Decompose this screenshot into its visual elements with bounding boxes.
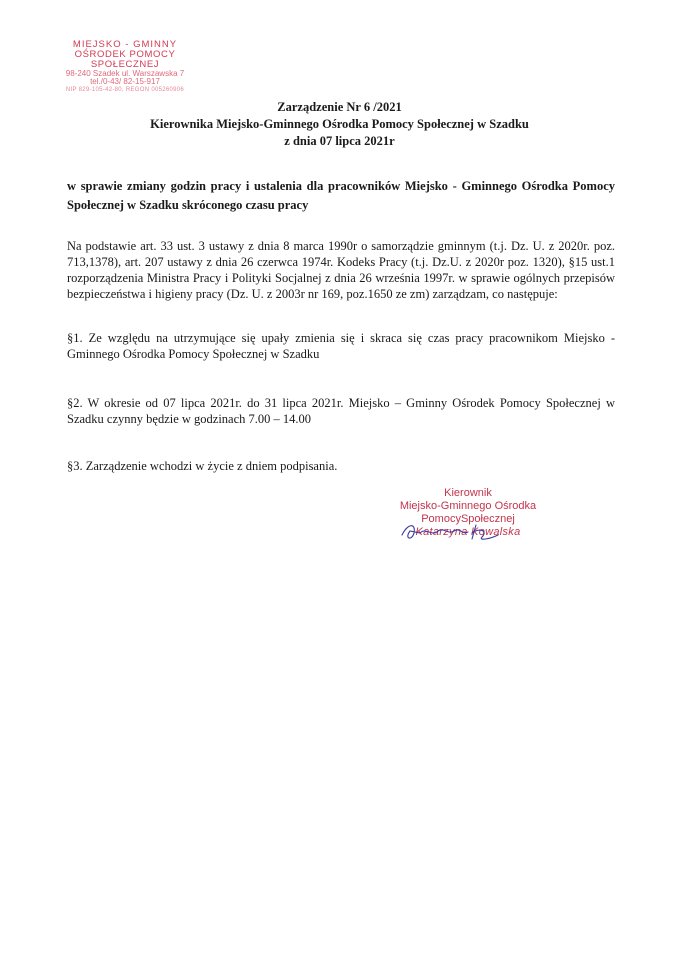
section-1-paragraph: §1. Ze względu na utrzymujące się upały zmienia się i skraca się czas pracy pracownikom Miejsko - Gminnego Ośrodka Pomocy Społecznej w Szadku [67,331,615,361]
signature-unit-2: PomocySpołecznej [421,513,515,525]
order-number: Zarządzenie Nr 6 /2021 [277,100,402,114]
document-subject: w sprawie zmiany godzin pracy i ustalenia dla pracowników Miejsko - Gminnego Ośrodka Pomocy Społecznej w Szadku skróconego czasu pracy [67,179,615,212]
stamp-line-1: MIEJSKO - GMINNY [72,39,178,50]
order-issuer: Kierownika Miejsko-Gminnego Ośrodka Pomocy Społecznej w Szadku [150,117,529,131]
stamp-line-2: OŚRODEK POMOCY SPOŁECZNEJ [74,48,176,70]
section-3-paragraph: §3. Zarządzenie wchodzi w życie z dniem podpisania. [67,459,338,473]
stamp-line-5: NIP 829-105-42-80, REGON 005260906 [65,86,185,93]
legal-basis-paragraph: Na podstawie art. 33 ust. 3 ustawy z dnia 8 marca 1990r o samorządzie gminnym (t.j. Dz. U. z 2020r. poz. 713,1378), art. 207 ustawy z dnia 26 czerwca 1974r. Kodeks Pracy (t.j. Dz.U. z 2020r poz. 1320), §15 ust.1 rozporządzenia Ministra Pracy i Polityki Socjalnej z dnia 26 września 1997r. w sprawie ogólnych przepisów bezpieczeństwa i higieny pracy (Dz. U. z 2003r nr 169, poz.1650 ze zm) zarządzam, co następuje: [67,239,615,301]
order-date: z dnia 07 lipca 2021r [284,134,395,148]
institution-stamp [40,40,210,93]
document-header [0,99,679,150]
stamp-line-3: 98-240 Szadek ul. Warszawska 7 [65,68,185,78]
handwritten-signature [398,521,508,543]
signature-unit-1: Miejsko-Gminnego Ośrodka [399,500,537,512]
section-2-paragraph: §2. W okresie od 07 lipca 2021r. do 31 lipca 2021r. Miejsko – Gminny Ośrodek Pomocy Społecznej w Szadku czynny będzie w godzinach 7.00 – 14.00 [67,396,615,426]
signature-title: Kierownik [444,487,492,499]
signature-stamp [368,487,568,539]
stamp-line-4: tel./0-43/ 82-15-917 [90,77,160,87]
signatory-name: Katarzyna Kowalska [415,526,521,538]
